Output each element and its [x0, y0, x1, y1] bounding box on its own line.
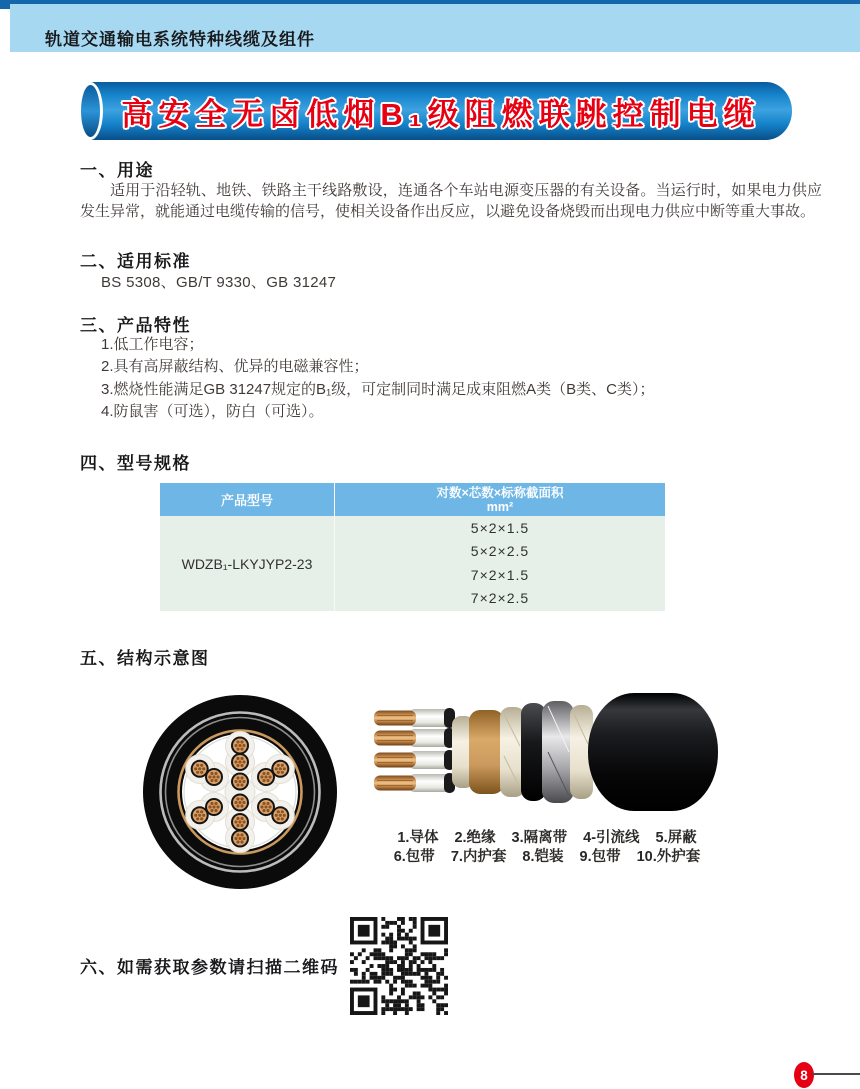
armor-band [542, 701, 574, 803]
structure-label: 1.导体 [397, 830, 439, 846]
structure-label: 9.包带 [579, 849, 621, 865]
section-structure-heading: 五、结构示意图 [80, 649, 210, 668]
spec-header-line2: mm² [486, 499, 514, 514]
feature-item: 4.防鼠害（可选），防白（可选）。 [101, 403, 324, 421]
structure-label: 4-引流线 [583, 830, 640, 846]
structure-label: 5.屏蔽 [655, 830, 697, 846]
page-number-badge [794, 1062, 814, 1088]
category-header: 轨道交通输电系统特种线缆及组件 [45, 30, 315, 49]
banner-cylinder [90, 82, 792, 140]
structure-label: 8.铠装 [522, 849, 564, 865]
spec-header-line1: 对数×芯数×标称截面积 [436, 485, 564, 500]
top-corner-block [0, 0, 10, 9]
feature-item: 2.具有高屏蔽结构、优异的电磁兼容性； [101, 358, 369, 376]
outer-sheath [588, 693, 718, 811]
spec-cells [335, 516, 665, 611]
section-standards-heading: 二、适用标准 [80, 252, 191, 271]
feature-item: 1.低工作电容； [101, 336, 204, 353]
structure-label: 7.内护套 [450, 849, 507, 865]
table-body-row [160, 516, 665, 611]
usage-paragraph: 适用于沿轻轨、地铁、铁路主干线路敷设，连通各个车站电源变压器的有关设备。当运行时，如果电力供应发生异常，就能通过电缆传输的信号，使相关设备作出反应，以避免设备烧毁而出现电力供应中断等重大事故。 [80, 182, 822, 220]
spec-column-header [335, 483, 665, 516]
structure-label: 2.绝缘 [454, 830, 496, 846]
model-spec-table [160, 483, 665, 611]
copper-wrap-band [469, 710, 504, 794]
structure-label: 6.包带 [393, 849, 435, 865]
spec-value: 7×2×1.5 [470, 566, 530, 583]
model-cell: WDZB₁-LKYJYP2-23 [160, 516, 335, 611]
structure-labels [372, 829, 722, 867]
labels-row-1 [372, 829, 722, 848]
section-models-heading: 四、型号规格 [80, 454, 191, 473]
table-header-row [160, 483, 665, 516]
qr-code-image [350, 917, 448, 1015]
section-usage-heading: 一、用途 [80, 161, 154, 180]
features-list [101, 334, 654, 424]
standards-list: BS 5308、GB/T 9330、GB 31247 [101, 274, 337, 291]
page-footer-line [812, 1073, 860, 1075]
cable-cross-section-image [140, 692, 340, 892]
feature-item: 3.燃烧性能满足GB 31247规定的B₁级，可定制同时满足成束阻燃A类（B类、C类）； [101, 380, 655, 398]
conductor-rods [374, 708, 455, 793]
header-band [10, 4, 860, 52]
spec-value: 5×2×2.5 [470, 543, 530, 559]
banner-end-cap [78, 82, 103, 140]
spec-value: 5×2×1.5 [470, 519, 530, 536]
page-number: 8 [800, 1067, 808, 1083]
cable-cutaway-image [372, 690, 722, 822]
product-title: 高安全无卤低烟B₁级阻燃联跳控制电缆 [121, 96, 761, 132]
structure-label: 10.外护套 [636, 849, 701, 865]
spec-value: 7×2×2.5 [470, 590, 530, 606]
product-title-banner [78, 82, 792, 140]
labels-row-2 [372, 848, 722, 867]
model-column-header: 产品型号 [160, 483, 335, 516]
section-qr-heading: 六、如需获取参数请扫描二维码 [80, 958, 339, 977]
section-features-heading: 三、产品特性 [80, 316, 191, 335]
structure-label: 3.隔离带 [511, 830, 568, 846]
